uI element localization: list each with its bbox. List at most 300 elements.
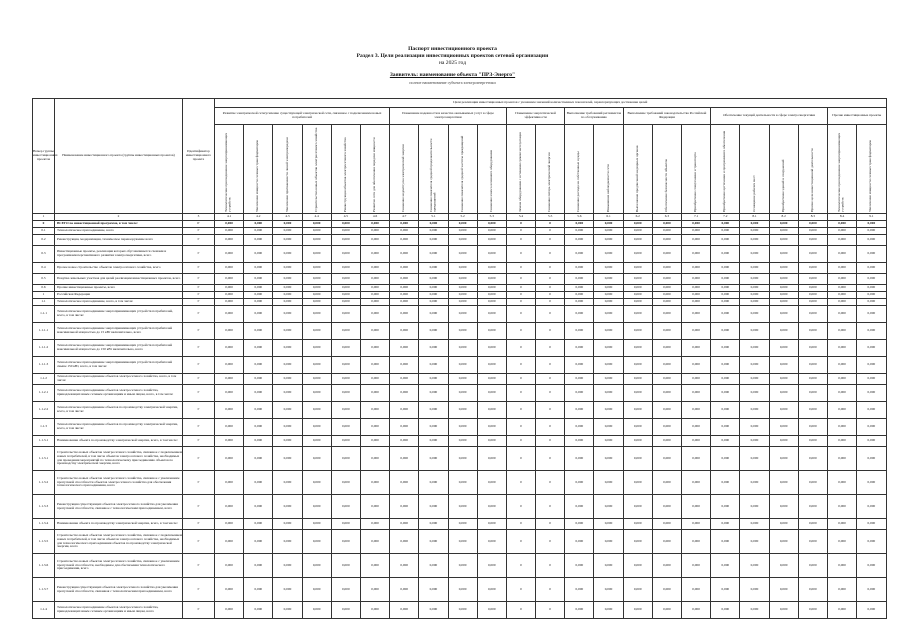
row-name: Реконструкция существующих объектов электросетевого хозяйства для увеличения пропускной способности, связанное с технологическим присоединением, всего (55, 495, 183, 519)
row-value: 0,000 (331, 285, 360, 292)
row-value: 0 (536, 299, 565, 306)
row-id: 1.1.1 (33, 306, 55, 323)
row-value: 0,000 (477, 299, 506, 306)
row-value: 0,000 (798, 263, 827, 274)
row-value: 0,000 (769, 578, 798, 602)
row-value: 0,000 (244, 357, 273, 374)
row-value: 0,000 (711, 292, 740, 299)
row-value: 0,000 (711, 436, 740, 447)
row-value: 0,000 (244, 323, 273, 340)
row-value: 0,000 (215, 530, 244, 554)
row-value: 0,000 (798, 578, 827, 602)
row-value: 0,000 (798, 274, 827, 285)
row-value: 0,000 (798, 235, 827, 246)
row-value: 0,000 (740, 235, 769, 246)
row-value: 0,000 (682, 306, 711, 323)
row-value: 0,000 (448, 530, 477, 554)
row-value: 0,000 (827, 602, 856, 619)
column-number: 4.1 (215, 214, 244, 221)
column-number: 4.5 (331, 214, 360, 221)
goal-indicator-header: Снижение износа основного оборудования (488, 150, 493, 212)
row-value: 0,000 (565, 495, 594, 519)
column-number: 9.1 (857, 214, 886, 221)
row-code: Г (183, 274, 215, 285)
row-value: 0,000 (682, 340, 711, 357)
row-value: 0,000 (827, 419, 856, 436)
column-number: 4.3 (273, 214, 302, 221)
row-id: 1.1.3.5 (33, 530, 55, 554)
row-value: 0,000 (827, 221, 856, 228)
row-value: 0,000 (857, 292, 886, 299)
row-value: 0,000 (419, 228, 448, 235)
row-value: 0 (536, 554, 565, 578)
table-row (33, 495, 887, 519)
goal-indicator-header: Снижение показателя средней продолжительности прекращений (428, 138, 437, 212)
row-value: 0,000 (215, 374, 244, 385)
row-code: Г (183, 554, 215, 578)
row-value: 0,000 (215, 519, 244, 530)
row-value: 0,000 (360, 292, 389, 299)
row-value: 0 (506, 323, 535, 340)
row-value: 0,000 (273, 385, 302, 402)
row-name: Технологическое присоединение объектов электросетевого хозяйства, всего, в том числе: (55, 374, 183, 385)
row-value: 0 (506, 385, 535, 402)
row-code: Г (183, 436, 215, 447)
row-value: 0,000 (711, 374, 740, 385)
row-name: Строительство новых объектов электросетевого хозяйства, связанное с подключением новых потребителей, в том числе объектов электросетевого хозяйства, необходимых для проведения мероприятий по технологическому присоединению объектов по производству электрической энергии, всего (55, 447, 183, 471)
row-value: 0,000 (769, 554, 798, 578)
row-value: 0,000 (360, 602, 389, 619)
row-value: 0,000 (827, 402, 856, 419)
row-name: Строительство новых объектов электросетевого хозяйства, связанное с увеличением пропускной способности, необходимое для обеспечения технологического присоединения, всего (55, 554, 183, 578)
column-number: 5.1 (419, 214, 448, 221)
goal-indicator-header: Снижение расхода на собственные нужды (576, 151, 581, 212)
row-value: 0,000 (827, 357, 856, 374)
row-value: 0,000 (769, 299, 798, 306)
row-value: 0,000 (331, 221, 360, 228)
row-value: 0,000 (331, 340, 360, 357)
row-value: 0 (506, 274, 535, 285)
goal-indicator-cell (302, 125, 331, 214)
row-value: 0,000 (769, 436, 798, 447)
row-value: 0 (536, 385, 565, 402)
row-value: 0,000 (594, 554, 623, 578)
row-value: 0,000 (360, 471, 389, 495)
row-value: 0,000 (448, 402, 477, 419)
row-value: 0,000 (273, 246, 302, 263)
goal-indicator-header: Приобретение спецтехники и транспорта (693, 152, 698, 212)
row-value: 0,000 (827, 285, 856, 292)
row-value: 0 (506, 471, 535, 495)
row-value: 0,000 (798, 228, 827, 235)
row-value: 0,000 (273, 602, 302, 619)
row-value: 0 (506, 246, 535, 263)
row-value: 0,000 (448, 340, 477, 357)
row-value: 0,000 (244, 292, 273, 299)
row-value: 0,000 (827, 385, 856, 402)
row-value: 0,000 (565, 340, 594, 357)
row-value: 0,000 (827, 471, 856, 495)
row-value: 0,000 (769, 495, 798, 519)
row-value: 0,000 (857, 471, 886, 495)
row-value: 0,000 (448, 235, 477, 246)
row-value: 0,000 (244, 285, 273, 292)
row-value: 0,000 (798, 299, 827, 306)
row-name: Прочее новое строительство объектов электросетевого хозяйства, всего (55, 263, 183, 274)
row-value: 0,000 (769, 306, 798, 323)
row-value: 0,000 (477, 471, 506, 495)
row-value: 0,000 (711, 221, 740, 228)
row-value: 0,000 (565, 323, 594, 340)
row-value: 0,000 (711, 246, 740, 263)
row-name: Наименование объекта по производству электрической энергии, всего, в том числе: (55, 519, 183, 530)
row-value: 0,000 (273, 495, 302, 519)
goal-indicator-header: Строительство новых объектов электросетевого хозяйства (313, 127, 318, 212)
row-value: 0,000 (273, 221, 302, 228)
row-value: 0,000 (652, 447, 681, 471)
row-value: 0,000 (331, 436, 360, 447)
row-value: 0,000 (827, 246, 856, 263)
row-value: 0,000 (740, 578, 769, 602)
row-value: 0,000 (448, 246, 477, 263)
row-value: 0,000 (652, 495, 681, 519)
row-value: 0,000 (244, 530, 273, 554)
row-value: 0,000 (215, 554, 244, 578)
row-value: 0,000 (215, 228, 244, 235)
row-value: 0,000 (769, 221, 798, 228)
row-value: 0 (536, 374, 565, 385)
row-value: 0,000 (215, 246, 244, 263)
goal-indicator-cell (477, 125, 506, 214)
row-value: 0,000 (652, 274, 681, 285)
row-value: 0,000 (390, 419, 419, 436)
row-code: Г (183, 519, 215, 530)
row-value: 0,000 (331, 228, 360, 235)
row-value: 0,000 (215, 495, 244, 519)
row-value: 0,000 (477, 306, 506, 323)
row-name: Технологическое присоединение, всего, в том числе: (55, 299, 183, 306)
row-value: 0,000 (302, 228, 331, 235)
row-value: 0,000 (448, 447, 477, 471)
row-value: 0,000 (769, 285, 798, 292)
row-value: 0,000 (419, 292, 448, 299)
column-number: 6.2 (623, 214, 652, 221)
row-value: 0,000 (565, 447, 594, 471)
row-value: 0,000 (331, 419, 360, 436)
row-value: 0,000 (594, 357, 623, 374)
row-id: 1.1 (33, 299, 55, 306)
row-value: 0,000 (331, 602, 360, 619)
column-number: 5.4 (506, 214, 535, 221)
row-value: 0,000 (682, 578, 711, 602)
row-value: 0,000 (682, 357, 711, 374)
row-id: 1.1.1.3 (33, 357, 55, 374)
table-row (33, 292, 887, 299)
goal-indicator-header: Увеличение мощности силовых трансформаторов (868, 140, 873, 212)
row-value: 0,000 (623, 471, 652, 495)
row-value: 0,000 (798, 554, 827, 578)
table-row (33, 263, 887, 274)
row-value: 0,000 (565, 274, 594, 285)
row-value: 0,000 (711, 340, 740, 357)
row-value: 0,000 (594, 274, 623, 285)
row-value: 0,000 (769, 228, 798, 235)
row-value: 0,000 (565, 246, 594, 263)
row-value: 0,000 (477, 374, 506, 385)
row-value: 0,000 (711, 447, 740, 471)
row-value: 0,000 (682, 299, 711, 306)
table-row (33, 323, 887, 340)
row-value: 0,000 (390, 402, 419, 419)
row-value: 0,000 (857, 385, 886, 402)
table-row (33, 235, 887, 246)
row-value: 0,000 (419, 447, 448, 471)
row-value: 0 (506, 402, 535, 419)
row-value: 0,000 (740, 495, 769, 519)
row-value: 0,000 (682, 263, 711, 274)
row-value: 0,000 (331, 357, 360, 374)
row-value: 0,000 (215, 578, 244, 602)
row-value: 0,000 (477, 221, 506, 228)
row-code: Г (183, 299, 215, 306)
row-name: Технологическое присоединение энергопринимающих устройств потребителей максимальной мощностью до 150 кВт включительно, всего (55, 340, 183, 357)
row-value: 0,000 (711, 530, 740, 554)
goal-indicator-header: Реконструкция объектов электросетевого хозяйства (342, 137, 347, 212)
row-code: Г (183, 221, 215, 228)
row-value: 0,000 (827, 340, 856, 357)
row-value: 0,000 (477, 323, 506, 340)
row-value: 0,000 (390, 292, 419, 299)
row-value: 0,000 (448, 436, 477, 447)
row-value: 0 (506, 578, 535, 602)
row-value: 0,000 (798, 306, 827, 323)
row-value: 0,000 (477, 385, 506, 402)
row-value: 0 (536, 471, 565, 495)
row-value: 0,000 (244, 436, 273, 447)
row-value: 0,000 (477, 285, 506, 292)
row-value: 0,000 (215, 274, 244, 285)
row-value: 0 (536, 340, 565, 357)
row-value: 0,000 (769, 519, 798, 530)
row-value: 0 (536, 323, 565, 340)
table-row (33, 471, 887, 495)
row-value: 0,000 (623, 374, 652, 385)
row-value: 0,000 (419, 385, 448, 402)
row-value: 0 (536, 519, 565, 530)
row-value: 0 (536, 602, 565, 619)
row-value: 0,000 (390, 221, 419, 228)
row-value: 0,000 (302, 323, 331, 340)
goal-indicator-header: Развитие сети для обеспечения передачи мощности (372, 137, 377, 212)
row-value: 0,000 (740, 246, 769, 263)
row-value: 0,000 (448, 471, 477, 495)
row-value: 0,000 (565, 419, 594, 436)
row-value: 0,000 (477, 263, 506, 274)
row-value: 0 (536, 306, 565, 323)
row-id: 0.6 (33, 285, 55, 292)
row-value: 0,000 (244, 274, 273, 285)
row-value: 0,000 (419, 419, 448, 436)
row-value: 0,000 (360, 578, 389, 602)
row-value: 0,000 (215, 221, 244, 228)
row-value: 0,000 (682, 292, 711, 299)
row-value: 0,000 (827, 299, 856, 306)
table-row (33, 436, 887, 447)
row-value: 0,000 (419, 221, 448, 228)
row-value: 0,000 (652, 299, 681, 306)
row-value: 0,000 (652, 221, 681, 228)
row-value: 0,000 (857, 530, 886, 554)
row-value: 0 (536, 263, 565, 274)
row-value: 0,000 (623, 323, 652, 340)
row-value: 0,000 (244, 385, 273, 402)
row-value: 0,000 (273, 471, 302, 495)
row-value: 0,000 (448, 519, 477, 530)
row-value: 0,000 (827, 235, 856, 246)
row-value: 0,000 (273, 436, 302, 447)
row-value: 0,000 (623, 530, 652, 554)
goal-indicator-cell (536, 125, 565, 214)
row-value: 0,000 (273, 402, 302, 419)
table-row (33, 299, 887, 306)
row-value: 0,000 (419, 495, 448, 519)
row-value: 0,000 (302, 374, 331, 385)
goal-indicator-header: Обеспечение безопасности объектов (664, 159, 669, 212)
row-value: 0,000 (682, 235, 711, 246)
row-value: 0,000 (448, 263, 477, 274)
column-number: 2 (55, 214, 183, 221)
row-code: Г (183, 578, 215, 602)
row-value: 0 (506, 447, 535, 471)
row-value: 0,000 (273, 357, 302, 374)
row-value: 0,000 (273, 554, 302, 578)
row-value: 0,000 (798, 447, 827, 471)
row-code: Г (183, 602, 215, 619)
goal-indicator-cell (769, 125, 798, 214)
row-value: 0,000 (273, 292, 302, 299)
row-value: 0,000 (390, 495, 419, 519)
row-value: 0,000 (331, 246, 360, 263)
row-value: 0,000 (360, 519, 389, 530)
row-value: 0,000 (594, 402, 623, 419)
goal-group-header: Обеспечение текущей деятельности в сфере электроэнергетики (711, 108, 828, 125)
row-value: 0,000 (360, 306, 389, 323)
row-value: 0,000 (215, 235, 244, 246)
row-value: 0,000 (827, 374, 856, 385)
row-name: Технологическое присоединение энергопринимающих устройств потребителей максимальной мощностью до 15 кВт включительно, всего (55, 323, 183, 340)
row-name: Технологическое присоединение объектов по производству электрической энергии, всего, в том числе: (55, 402, 183, 419)
doc-title: Паспорт инвестиционного проекта (408, 46, 497, 52)
column-number: 1 (33, 214, 55, 221)
row-value: 0 (506, 235, 535, 246)
row-value: 0,000 (740, 519, 769, 530)
row-value: 0,000 (827, 578, 856, 602)
row-name: Покупка земельных участков для целей реализации инвестиционных проектов, всего (55, 274, 183, 285)
row-value: 0,000 (244, 228, 273, 235)
row-value: 0,000 (360, 447, 389, 471)
row-value: 0,000 (273, 340, 302, 357)
row-value: 0 (506, 221, 535, 228)
row-value: 0,000 (857, 402, 886, 419)
row-value: 0,000 (711, 471, 740, 495)
table-row (33, 274, 887, 285)
row-value: 0,000 (215, 306, 244, 323)
row-value: 0,000 (273, 578, 302, 602)
row-value: 0,000 (419, 471, 448, 495)
row-value: 0,000 (827, 519, 856, 530)
row-value: 0,000 (682, 519, 711, 530)
row-value: 0,000 (477, 602, 506, 619)
row-value: 0,000 (565, 602, 594, 619)
row-value: 0,000 (302, 419, 331, 436)
column-number: 4.2 (244, 214, 273, 221)
row-value: 0,000 (827, 292, 856, 299)
goal-indicator-header: Увеличение протяженности линий электропередачи (284, 137, 289, 212)
row-name: Российская Федерация (55, 292, 183, 299)
row-name: Строительство новых объектов электросетевого хозяйства, связанное с увеличением пропускной способности объектов электросетевого хозяйства для обеспечения технологического присоединения, всего (55, 471, 183, 495)
row-id: 1.1.4 (33, 602, 55, 619)
row-value: 0,000 (390, 263, 419, 274)
goal-indicator-cell (594, 125, 623, 214)
row-value: 0,000 (331, 447, 360, 471)
row-value: 0 (506, 285, 535, 292)
row-value: 0,000 (419, 436, 448, 447)
row-value: 0 (536, 292, 565, 299)
row-value: 0,000 (857, 436, 886, 447)
row-value: 0,000 (711, 323, 740, 340)
row-value: 0,000 (273, 447, 302, 471)
goal-indicator-header: Снижение показателя средней частоты прекращений (459, 135, 464, 212)
row-value: 0,000 (390, 436, 419, 447)
row-value: 0,000 (769, 602, 798, 619)
row-value: 0,000 (215, 419, 244, 436)
row-id: 0.4 (33, 263, 55, 274)
row-name: Технологическое присоединение объектов электросетевого хозяйства, принадлежащих иным сетевым организациям и иным лицам, всего, в том числе: (55, 385, 183, 402)
row-value: 0,000 (331, 374, 360, 385)
row-value: 0,000 (623, 578, 652, 602)
row-value: 0,000 (740, 292, 769, 299)
row-value: 0,000 (594, 519, 623, 530)
row-value: 0,000 (331, 292, 360, 299)
row-value: 0 (536, 246, 565, 263)
row-value: 0,000 (302, 530, 331, 554)
row-value: 0,000 (565, 519, 594, 530)
row-value: 0,000 (273, 299, 302, 306)
goal-indicator-cell (711, 125, 740, 214)
row-code: Г (183, 530, 215, 554)
row-value: 0,000 (827, 323, 856, 340)
row-value: 0,000 (565, 471, 594, 495)
row-code: Г (183, 235, 215, 246)
row-value: 0,000 (331, 299, 360, 306)
goal-indicator-cell (682, 125, 711, 214)
goal-indicator-header: Оснащение рабочих мест (751, 175, 756, 212)
row-value: 0,000 (740, 471, 769, 495)
goal-indicator-header: Технологическое присоединение энергопринимающих устройств (224, 132, 233, 212)
row-value: 0,000 (477, 419, 506, 436)
row-value: 0 (506, 306, 535, 323)
row-value: 0,000 (798, 357, 827, 374)
row-name: Технологическое присоединение энергопринимающих устройств потребителей, всего, в том числе: (55, 306, 183, 323)
row-name: Наименование объекта по производству электрической энергии, всего, в том числе: (55, 436, 183, 447)
row-value: 0,000 (682, 246, 711, 263)
row-value: 0,000 (331, 519, 360, 530)
row-value: 0 (506, 530, 535, 554)
row-value: 0,000 (740, 285, 769, 292)
row-value: 0,000 (244, 263, 273, 274)
row-value: 0,000 (594, 340, 623, 357)
row-code: Г (183, 323, 215, 340)
